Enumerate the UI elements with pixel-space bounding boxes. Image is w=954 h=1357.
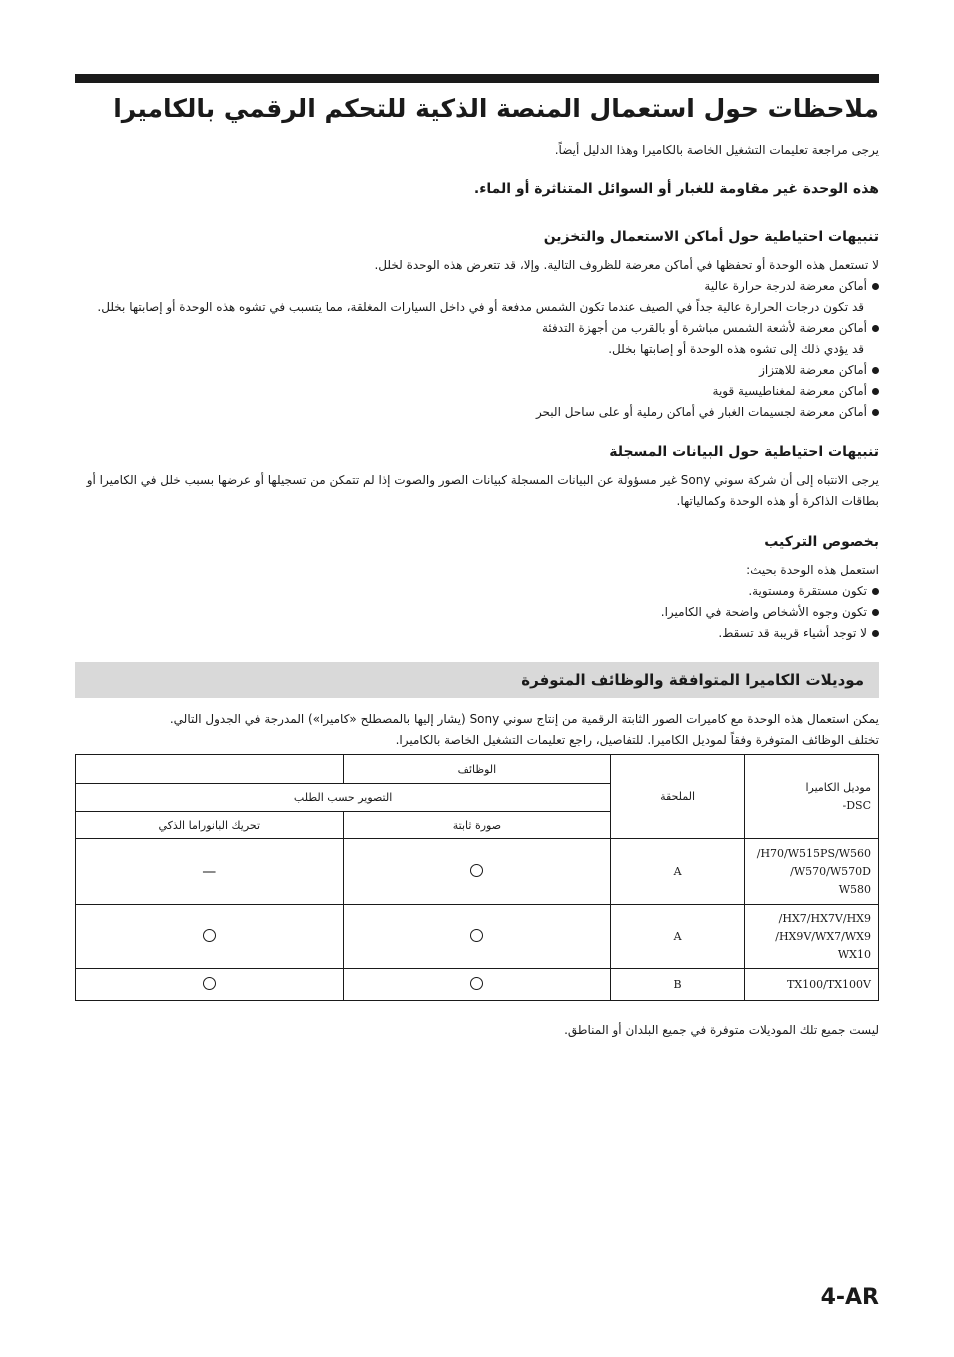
storage-bullet-4 <box>75 383 879 399</box>
model-cell <box>745 839 879 905</box>
model-line: WX10 <box>837 947 871 961</box>
intro-text: يرجى مراجعة تعليمات التشغيل الخاصة بالكاميرا وهذا الدليل أيضاً. <box>554 143 879 157</box>
panorama-cell <box>76 905 344 969</box>
circle-icon <box>203 929 216 942</box>
bullet-icon <box>872 630 879 637</box>
install-bullet-2 <box>75 604 879 620</box>
table-row <box>76 905 879 969</box>
circle-icon <box>203 977 216 990</box>
table-row <box>76 839 879 905</box>
accessory-cell: A <box>611 905 745 969</box>
models-paragraph-1: يمكن استعمال هذه الوحدة مع كاميرات الصور الثابتة الرقمية من إنتاج سوني Sony (يشار إليها بالمصطلح «كاميرا») المدرجة في الجدول التالي. <box>169 712 879 726</box>
bullet-icon <box>872 409 879 416</box>
circle-icon <box>470 864 483 877</box>
bullet-text: لا توجد أشياء قريبة قد تسقط. <box>718 626 867 640</box>
model-line: /HX7/HX7V/HX9 <box>778 911 871 925</box>
model-line: /W570/W570D <box>790 864 871 878</box>
header-still-image: صورة ثابتة <box>343 812 611 839</box>
accessory-cell: B <box>611 969 745 1001</box>
accessory-cell: A <box>611 839 745 905</box>
page-title: ملاحظات حول استعمال المنصة الذكية للتحكم الرقمي بالكاميرا <box>113 94 879 123</box>
model-line: /H70/W515PS/W560 <box>756 846 871 860</box>
install-heading: بخصوص التركيب <box>764 534 879 550</box>
storage-heading: تنبيهات احتياطية حول أماكن الاستعمال والتخزين <box>543 229 879 245</box>
storage-bullet-1 <box>75 278 879 294</box>
install-bullet-3 <box>75 625 879 641</box>
header-accessory: الملحقة <box>611 755 745 839</box>
storage-bullet-2 <box>75 320 879 336</box>
panorama-cell <box>76 839 344 905</box>
compatibility-table <box>75 754 879 1001</box>
bullet-icon <box>872 609 879 616</box>
data-heading: تنبيهات احتياطية حول البيانات المسجلة <box>609 444 879 460</box>
bullet-text: أماكن معرضة لمغناطيسية قوية <box>712 384 867 398</box>
warning-heading: هذه الوحدة غير مقاومة للغبار أو السوائل المتناثرة أو الماء. <box>473 181 879 197</box>
storage-bullet-5 <box>75 404 879 420</box>
bullet-text: أماكن معرضة لجسيمات الغبار في أماكن رملية أو على ساحل البحر <box>535 405 867 419</box>
storage-bullet-2-note: قد يؤدي ذلك إلى تشوه هذه الوحدة أو إصابتها بخلل. <box>608 342 864 356</box>
install-bullet-1 <box>75 583 879 599</box>
data-body: يرجى الانتباه إلى أن شركة سوني Sony غير مسؤولة عن البيانات المسجلة كبيانات الصور والصوت إذا لم تتمكن من تسجيلها أو عرضها بسبب خلل في الكاميرا أو بطاقات الذاكرة أو هذه الوحدة وكمالياتها. <box>86 473 879 508</box>
models-section-heading: موديلات الكاميرا المتوافقة والوظائف المتوفرة <box>75 662 879 698</box>
models-footnote: ليست جميع تلك الموديلات متوفرة في جميع البلدان أو المناطق. <box>564 1023 879 1037</box>
header-camera-model-label: موديل الكاميرا <box>805 780 871 794</box>
still-cell <box>343 839 611 905</box>
storage-intro: لا تستعمل هذه الوحدة أو تحفظها في أماكن معرضة للظروف التالية. وإلا، قد تتعرض هذه الوحدة لخلل. <box>374 258 879 272</box>
bullet-text: أماكن معرضة لدرجة حرارة عالية <box>704 279 867 293</box>
model-cell <box>745 969 879 1001</box>
bullet-icon <box>872 388 879 395</box>
header-empty <box>76 755 344 784</box>
header-panorama: تحريك البانوراما الذكي <box>76 812 344 839</box>
model-line: TX100/TX100V <box>787 977 871 991</box>
bullet-text: أماكن معرضة للاهتزاز <box>759 363 867 377</box>
top-rule <box>75 74 879 83</box>
table-row <box>76 969 879 1001</box>
dash-mark: — <box>202 863 217 880</box>
panorama-cell <box>76 969 344 1001</box>
bullet-text: تكون مستقرة ومستوية. <box>748 584 867 598</box>
bullet-icon <box>872 283 879 290</box>
bullet-icon <box>872 588 879 595</box>
circle-icon <box>470 929 483 942</box>
still-cell <box>343 969 611 1001</box>
header-camera-model <box>745 755 879 839</box>
models-paragraph-2: تختلف الوظائف المتوفرة وفقاً لموديل الكاميرا. للتفاصيل، راجع تعليمات التشغيل الخاصة بالكاميرا. <box>395 733 879 747</box>
bullet-icon <box>872 325 879 332</box>
bullet-text: تكون وجوه الأشخاص واضحة في الكاميرا. <box>660 605 867 619</box>
header-on-demand: التصوير حسب الطلب <box>76 784 611 812</box>
model-cell <box>745 905 879 969</box>
model-line: W580 <box>838 882 871 896</box>
install-intro: استعمل هذه الوحدة بحيث: <box>746 563 879 577</box>
bullet-icon <box>872 367 879 374</box>
bullet-text: أماكن معرضة لأشعة الشمس مباشرة أو بالقرب من أجهزة التدفئة <box>541 321 867 335</box>
still-cell <box>343 905 611 969</box>
header-camera-model-prefix: -DSC <box>842 798 871 812</box>
model-line: /HX9V/WX7/WX9 <box>775 929 871 943</box>
page-number: 4-AR <box>820 1285 879 1310</box>
header-functions: الوظائف <box>343 755 611 784</box>
storage-bullet-1-note: قد تكون درجات الحرارة عالية جداً في الصيف عندما تكون الشمس مدفعة أو في داخل السيارات المغلقة، مما يتسبب في تشوه هذه الوحدة أو إصابتها بخلل. <box>97 300 864 314</box>
storage-bullet-3 <box>75 362 879 378</box>
circle-icon <box>470 977 483 990</box>
